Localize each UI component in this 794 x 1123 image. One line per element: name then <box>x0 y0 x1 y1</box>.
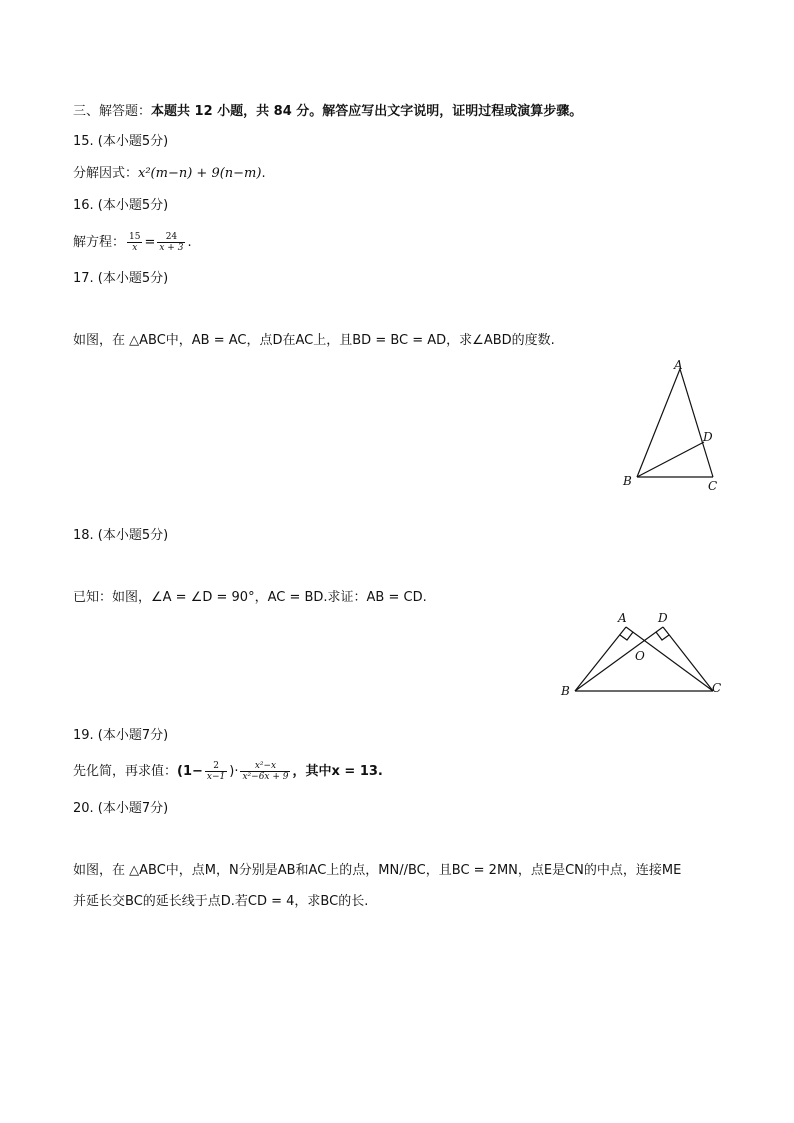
q18-point-d: D <box>658 611 668 625</box>
q17-label: 17. (本小题5分) <box>73 271 169 286</box>
q19-label: 19. (本小题7分) <box>73 728 169 743</box>
q17-point-a: A <box>674 358 683 372</box>
q18-point-c: C <box>712 681 722 695</box>
q16-end: . <box>187 235 192 250</box>
q19-text: 先化简，再求值： <box>73 764 178 779</box>
q16-rhs-numerator: 24 <box>157 232 185 243</box>
q16-rhs-fraction <box>157 232 185 253</box>
q16-lhs-fraction <box>127 232 142 253</box>
q15-text: 分解因式： <box>73 166 139 181</box>
q16-text: 解方程： <box>73 235 126 250</box>
q18-text: 已知：如图，∠A = ∠D = 90°，AC = BD.求证：AB = CD. <box>73 590 427 605</box>
q19-body <box>73 757 383 787</box>
q19-f1-denominator: x−1 <box>206 772 226 782</box>
q17-point-c: C <box>708 479 718 493</box>
q19-fraction-1 <box>205 761 227 782</box>
q18-label: 18. (本小题5分) <box>73 528 169 543</box>
q19-f2-numerator: x²−x <box>240 761 290 772</box>
q15-body <box>73 165 266 183</box>
q18-right-angle-a <box>620 632 633 640</box>
q15-end: . <box>261 166 266 181</box>
q17-side-ab <box>637 369 680 477</box>
q17-text: 如图，在 △ABC中，AB = AC，点D在AC上，且BD = BC = AD，求∠ABD的度数. <box>73 333 555 348</box>
q19-tail: ，其中x = 13. <box>292 764 383 779</box>
q19-close: )· <box>229 764 239 779</box>
q17-segment-bd <box>637 442 704 477</box>
q17-point-b: B <box>623 474 632 488</box>
q18-right-angle-d <box>656 632 669 640</box>
section-heading <box>73 103 582 121</box>
q17-point-d: D <box>703 430 713 444</box>
section-heading-bold: 本题共 12 小题，共 84 分。解答应写出文字说明，证明过程或演算步骤。 <box>151 104 583 119</box>
q18-point-b: B <box>561 684 570 698</box>
q19-f2-denominator: x²−6x + 9 <box>242 772 289 782</box>
q16-equals: = <box>144 235 156 250</box>
q19-fraction-2 <box>240 761 290 782</box>
q15-expression: x²(m−n) + 9(n−m) <box>138 166 262 181</box>
q20-text-line-2: 并延长交BC的延长线于点D.若CD = 4，求BC的长. <box>73 894 369 909</box>
q17-side-ac <box>680 369 713 477</box>
q16-label: 16. (本小题5分) <box>73 198 169 213</box>
q20-label: 20. (本小题7分) <box>73 801 169 816</box>
q18-point-o: O <box>635 649 645 663</box>
q19-open: (1− <box>177 764 203 779</box>
q16-lhs-numerator: 15 <box>129 232 141 242</box>
q18-point-a: A <box>618 611 627 625</box>
section-heading-prefix: 三、解答题： <box>73 104 152 119</box>
q20-text-line-1: 如图，在 △ABC中，点M，N分别是AB和AC上的点，MN//BC，且BC = 2MN，点E是CN的中点，连接ME <box>73 863 682 878</box>
q18-figure <box>555 607 730 702</box>
q16-rhs-denominator: x + 3 <box>159 243 184 253</box>
q16-lhs-denominator: x <box>132 243 138 253</box>
q17-triangle-figure <box>615 355 725 495</box>
q19-f1-numerator: 2 <box>205 761 227 772</box>
q16-body <box>73 230 192 256</box>
q15-label: 15. (本小题5分) <box>73 134 169 149</box>
